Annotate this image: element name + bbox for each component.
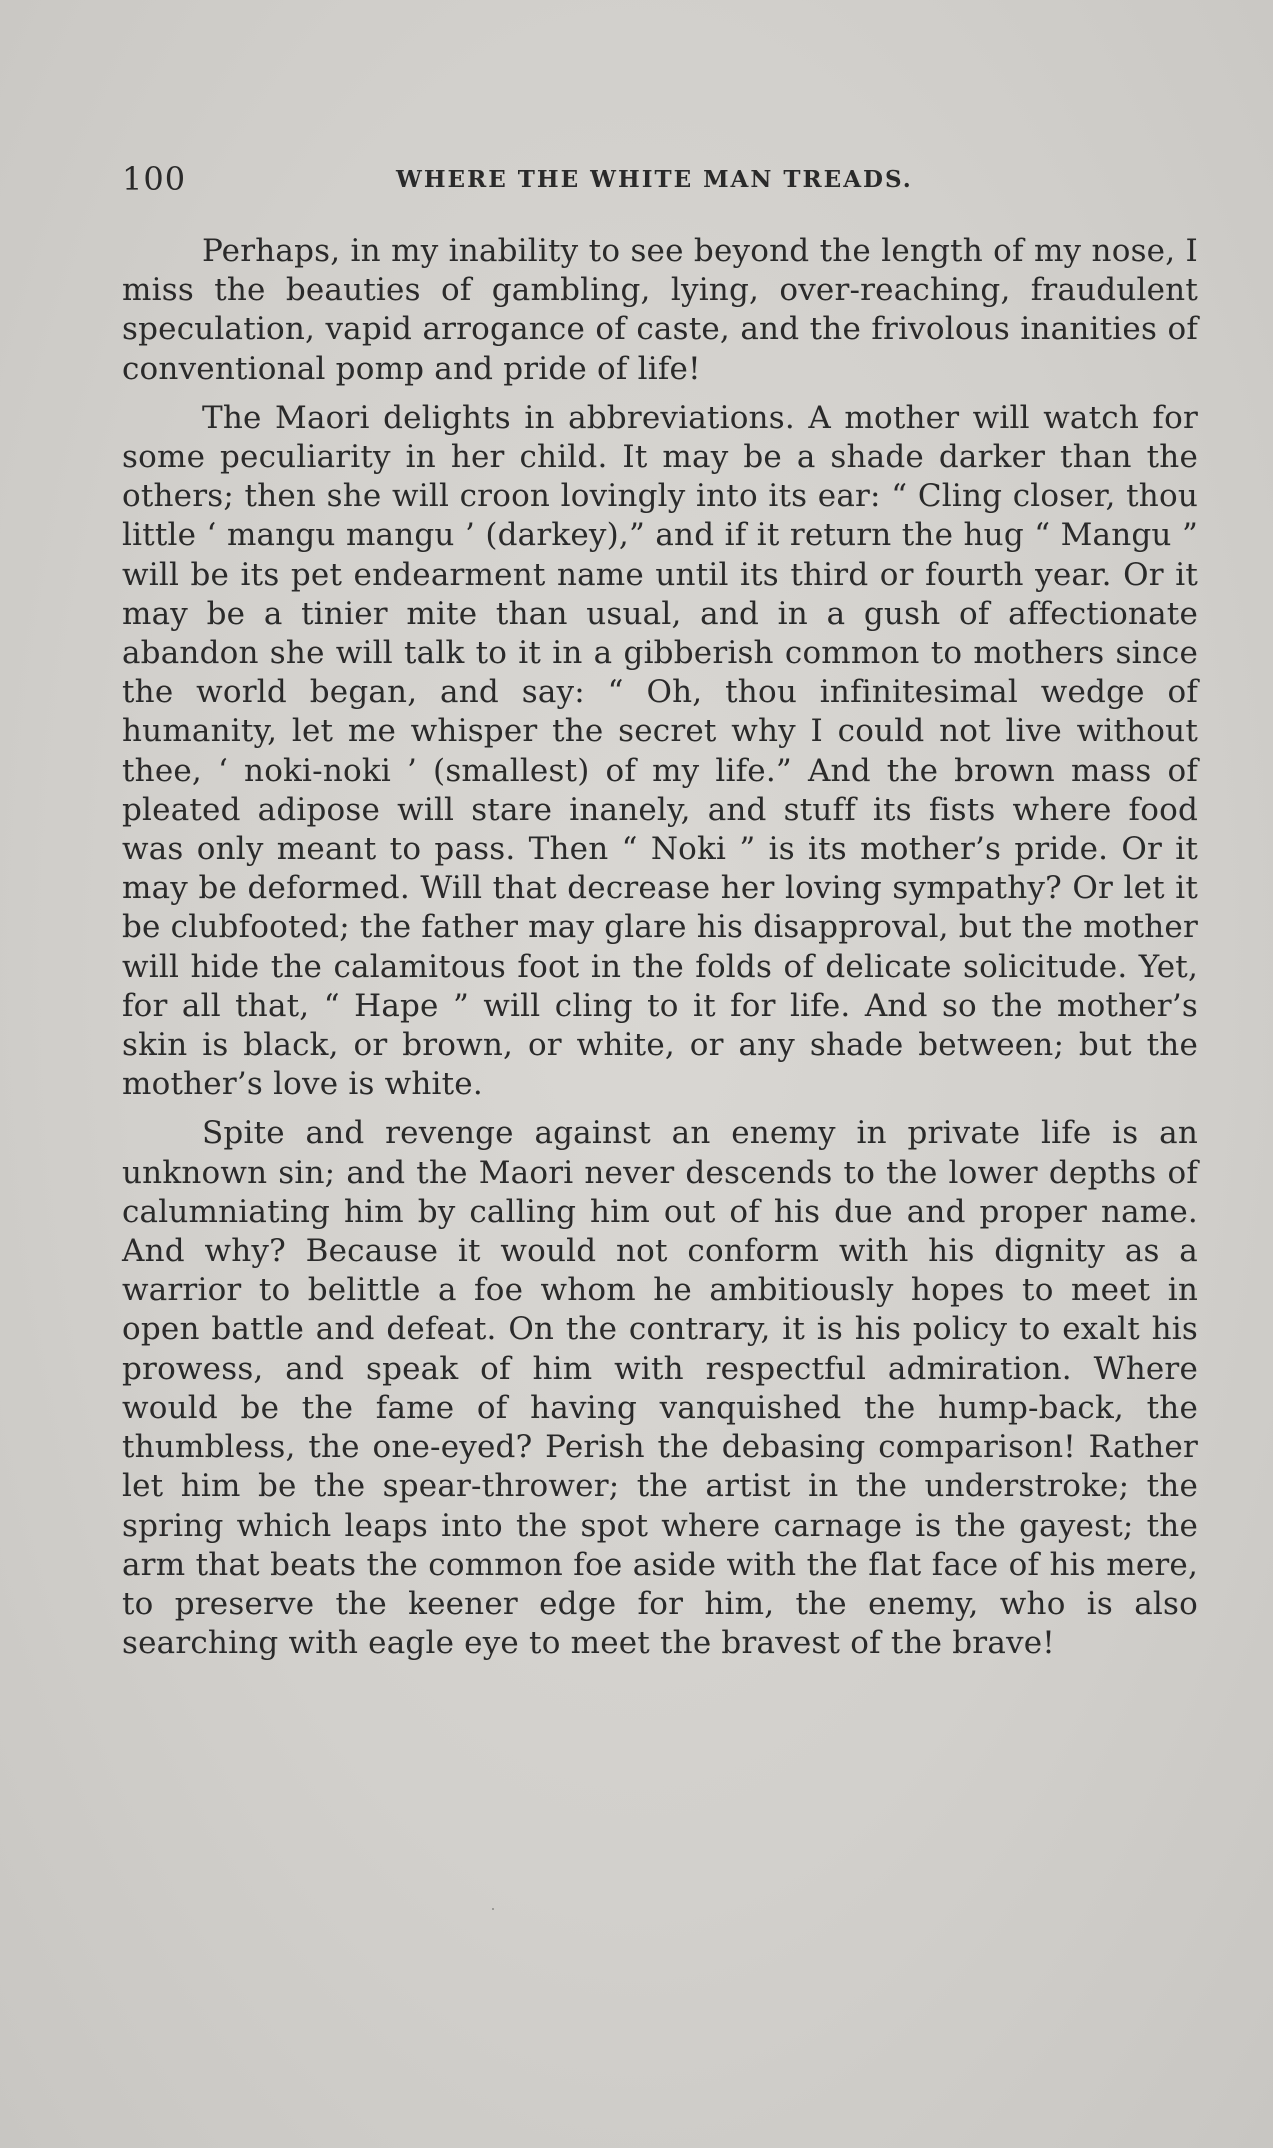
paragraph-2: The Maori delights in abbreviations. A mother will watch for some peculiarity in her child. It may be a shade darker than the others; then she will croon lovingly into its ear: “ Cling closer, thou little ‘ mangu mangu ’ (darkey),” and if it return the hug “ Mangu ” will be its pet endearment name until its third or fourth year. Or it may be a tinier mite than usual, and in a gush of affectionate abandon she will talk to it in a gibberish common to mothers since the world began, and say: “ Oh, thou infinitesimal wedge of humanity, let me whisper the secret why I could not live without thee, ‘ noki-noki ’ (smallest) of my life.” And the brown mass of pleated adipose will stare inanely, and stuff its fists where food was only meant to pass. Then “ Noki ” is its mother’s pride. Or it may be deformed. Will that decrease her loving sympathy? Or let it be clubfooted; the father may glare his disapproval, but the mother will hide the calamitous foot in the folds of delicate solicitude. Yet, for all that, “ Hape ” will cling to it for life. And so the mother’s skin is black, or brown, or white, or any shade between; but the mother’s love is white.: [122, 399, 1198, 1103]
paragraph-3: Spite and revenge against an enemy in private life is an unknown sin; and the Maori never descends to the lower depths of calumniating him by calling him out of his due and proper name. And why? Because it would not conform with his dignity as a warrior to belittle a foe whom he ambitiously hopes to meet in open battle and defeat. On the contrary, it is his policy to exalt his prowess, and speak of him with respectful admiration. Where would be the fame of having vanquished the hump-back, the thumbless, the one-eyed? Perish the debasing comparison! Rather let him be the spear-thrower; the artist in the understroke; the spring which leaps into the spot where carnage is the gayest; the arm that beats the common foe aside with the flat face of his mere, to preserve the keener edge for him, the enemy, who is also searching with eagle eye to meet the bravest of the brave!: [122, 1115, 1198, 1662]
paper-speck: [492, 1908, 494, 1910]
page-number: 100: [122, 160, 187, 198]
running-head: [122, 160, 1198, 200]
body-text: [122, 232, 1198, 1673]
paragraph-1: Perhaps, in my inability to see beyond the length of my nose, I miss the beauties of gambling, lying, over-reaching, fraudulent speculation, vapid arrogance of caste, and the frivolous inanities of conventional pomp and pride of life!: [122, 233, 1198, 387]
running-title: WHERE THE WHITE MAN TREADS.: [396, 166, 913, 193]
